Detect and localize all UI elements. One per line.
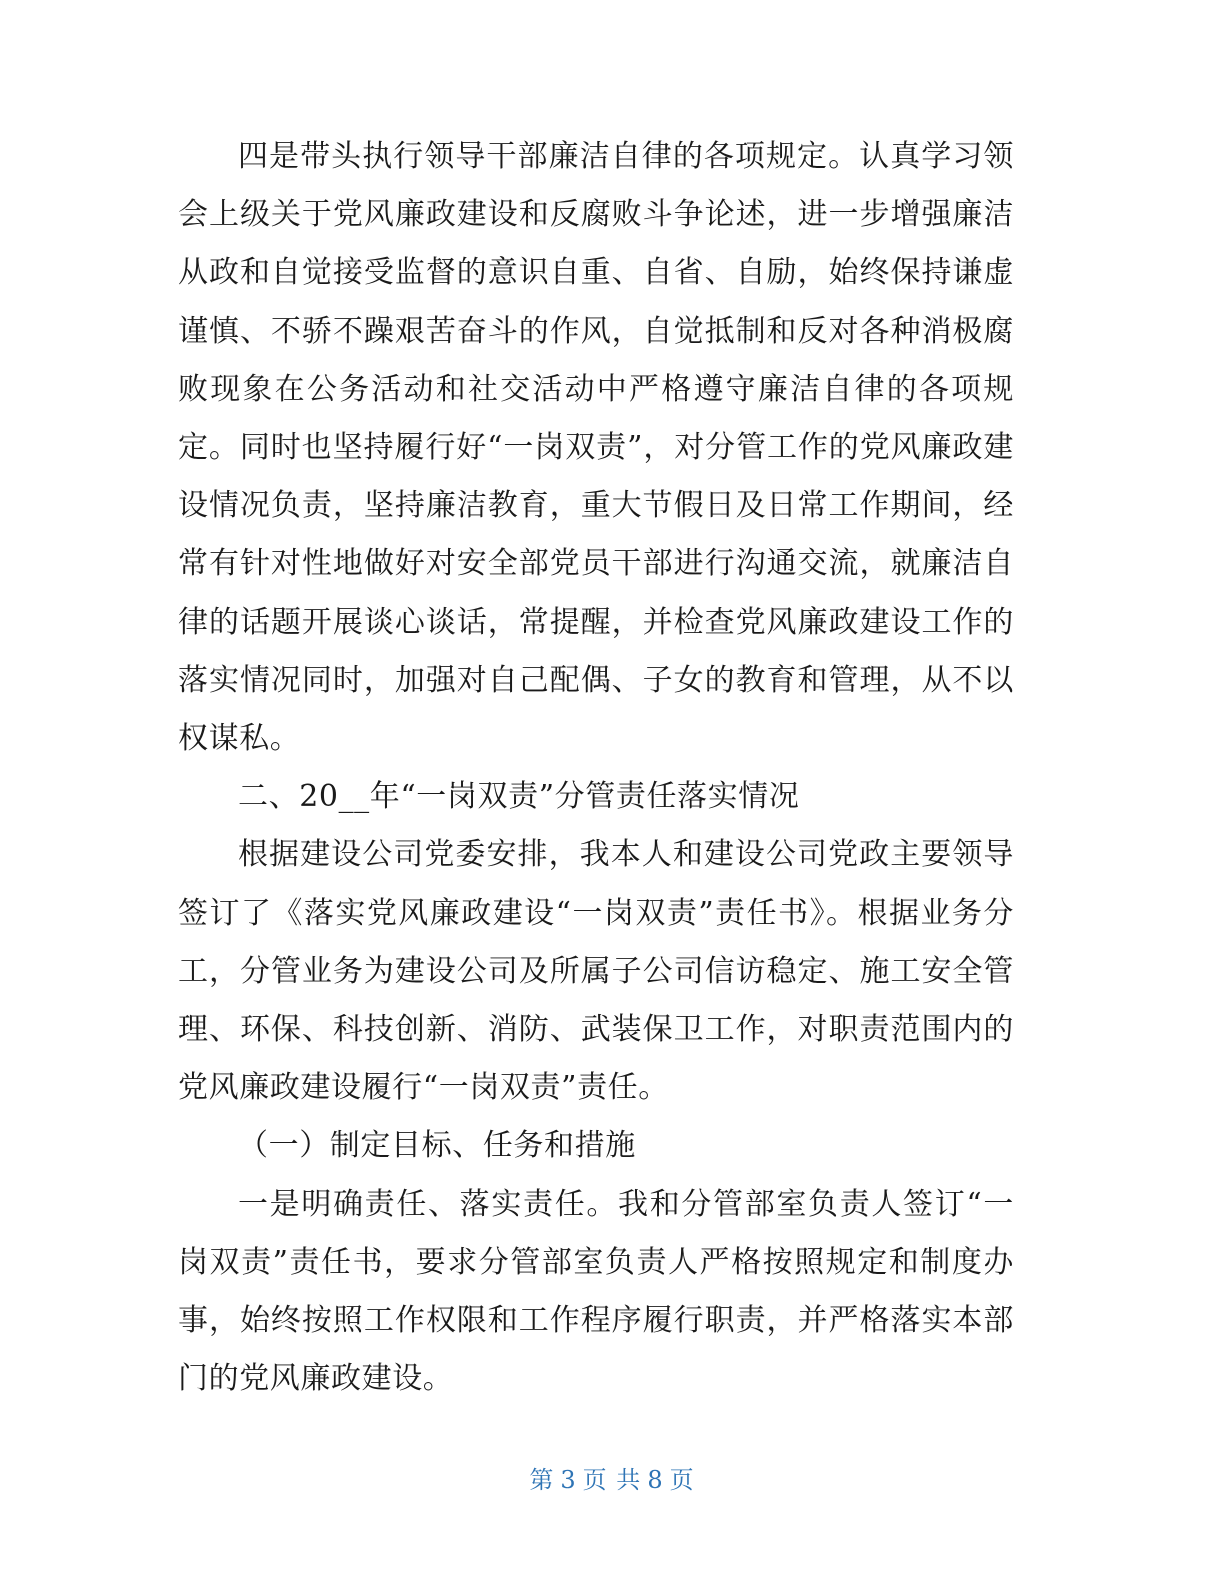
footer-prefix: 第 [529, 1466, 555, 1494]
section-heading-two: 二、20__年“一岗双责”分管责任落实情况 [238, 779, 800, 815]
paragraph-clarify-responsibility: 一是明确责任、落实责任。我和分管部室负责人签订“一岗双责”责任书，要求分管部室负责人严格按照规定和制度办事，始终按照工作权限和工作程序履行职责，并严格落实本部门的党风廉政建设。 [178, 1186, 1014, 1397]
footer-total-pages: 8 [647, 1466, 664, 1494]
footer-current-page: 3 [560, 1466, 577, 1494]
page-footer [0, 1462, 1224, 1498]
paragraph-rule-four: 四是带头执行领导干部廉洁自律的各项规定。认真学习领会上级关于党风廉政建设和反腐败斗争论述，进一步增强廉洁从政和自觉接受监督的意识自重、自省、自励，始终保持谦虚谨慎、不骄不躁艰苦奋斗的作风，自觉抵制和反对各种消极腐败现象在公务活动和社交活动中严格遵守廉洁自律的各项规定。同时也坚持履行好“一岗双责”，对分管工作的党风廉政建设情况负责，坚持廉洁教育，重大节假日及日常工作期间，经常有针对性地做好对安全部党员干部进行沟通交流，就廉洁自律的话题开展谈心谈话，常提醒，并检查党风廉政建设工作的落实情况同时，加强对自己配偶、子女的教育和管理，从不以权谋私。 [178, 139, 1014, 757]
subsection-heading-one: （一）制定目标、任务和措施 [238, 1128, 636, 1164]
footer-middle: 页 共 [582, 1466, 642, 1494]
document-body [178, 128, 1014, 1408]
footer-suffix: 页 [669, 1466, 695, 1494]
paragraph-responsibility: 根据建设公司党委安排，我本人和建设公司党政主要领导签订了《落实党风廉政建设“一岗双责”责任书》。根据业务分工，分管业务为建设公司及所属子公司信访稳定、施工安全管理、环保、科技创新、消防、武装保卫工作，对职责范围内的党风廉政建设履行“一岗双责”责任。 [178, 837, 1014, 1106]
